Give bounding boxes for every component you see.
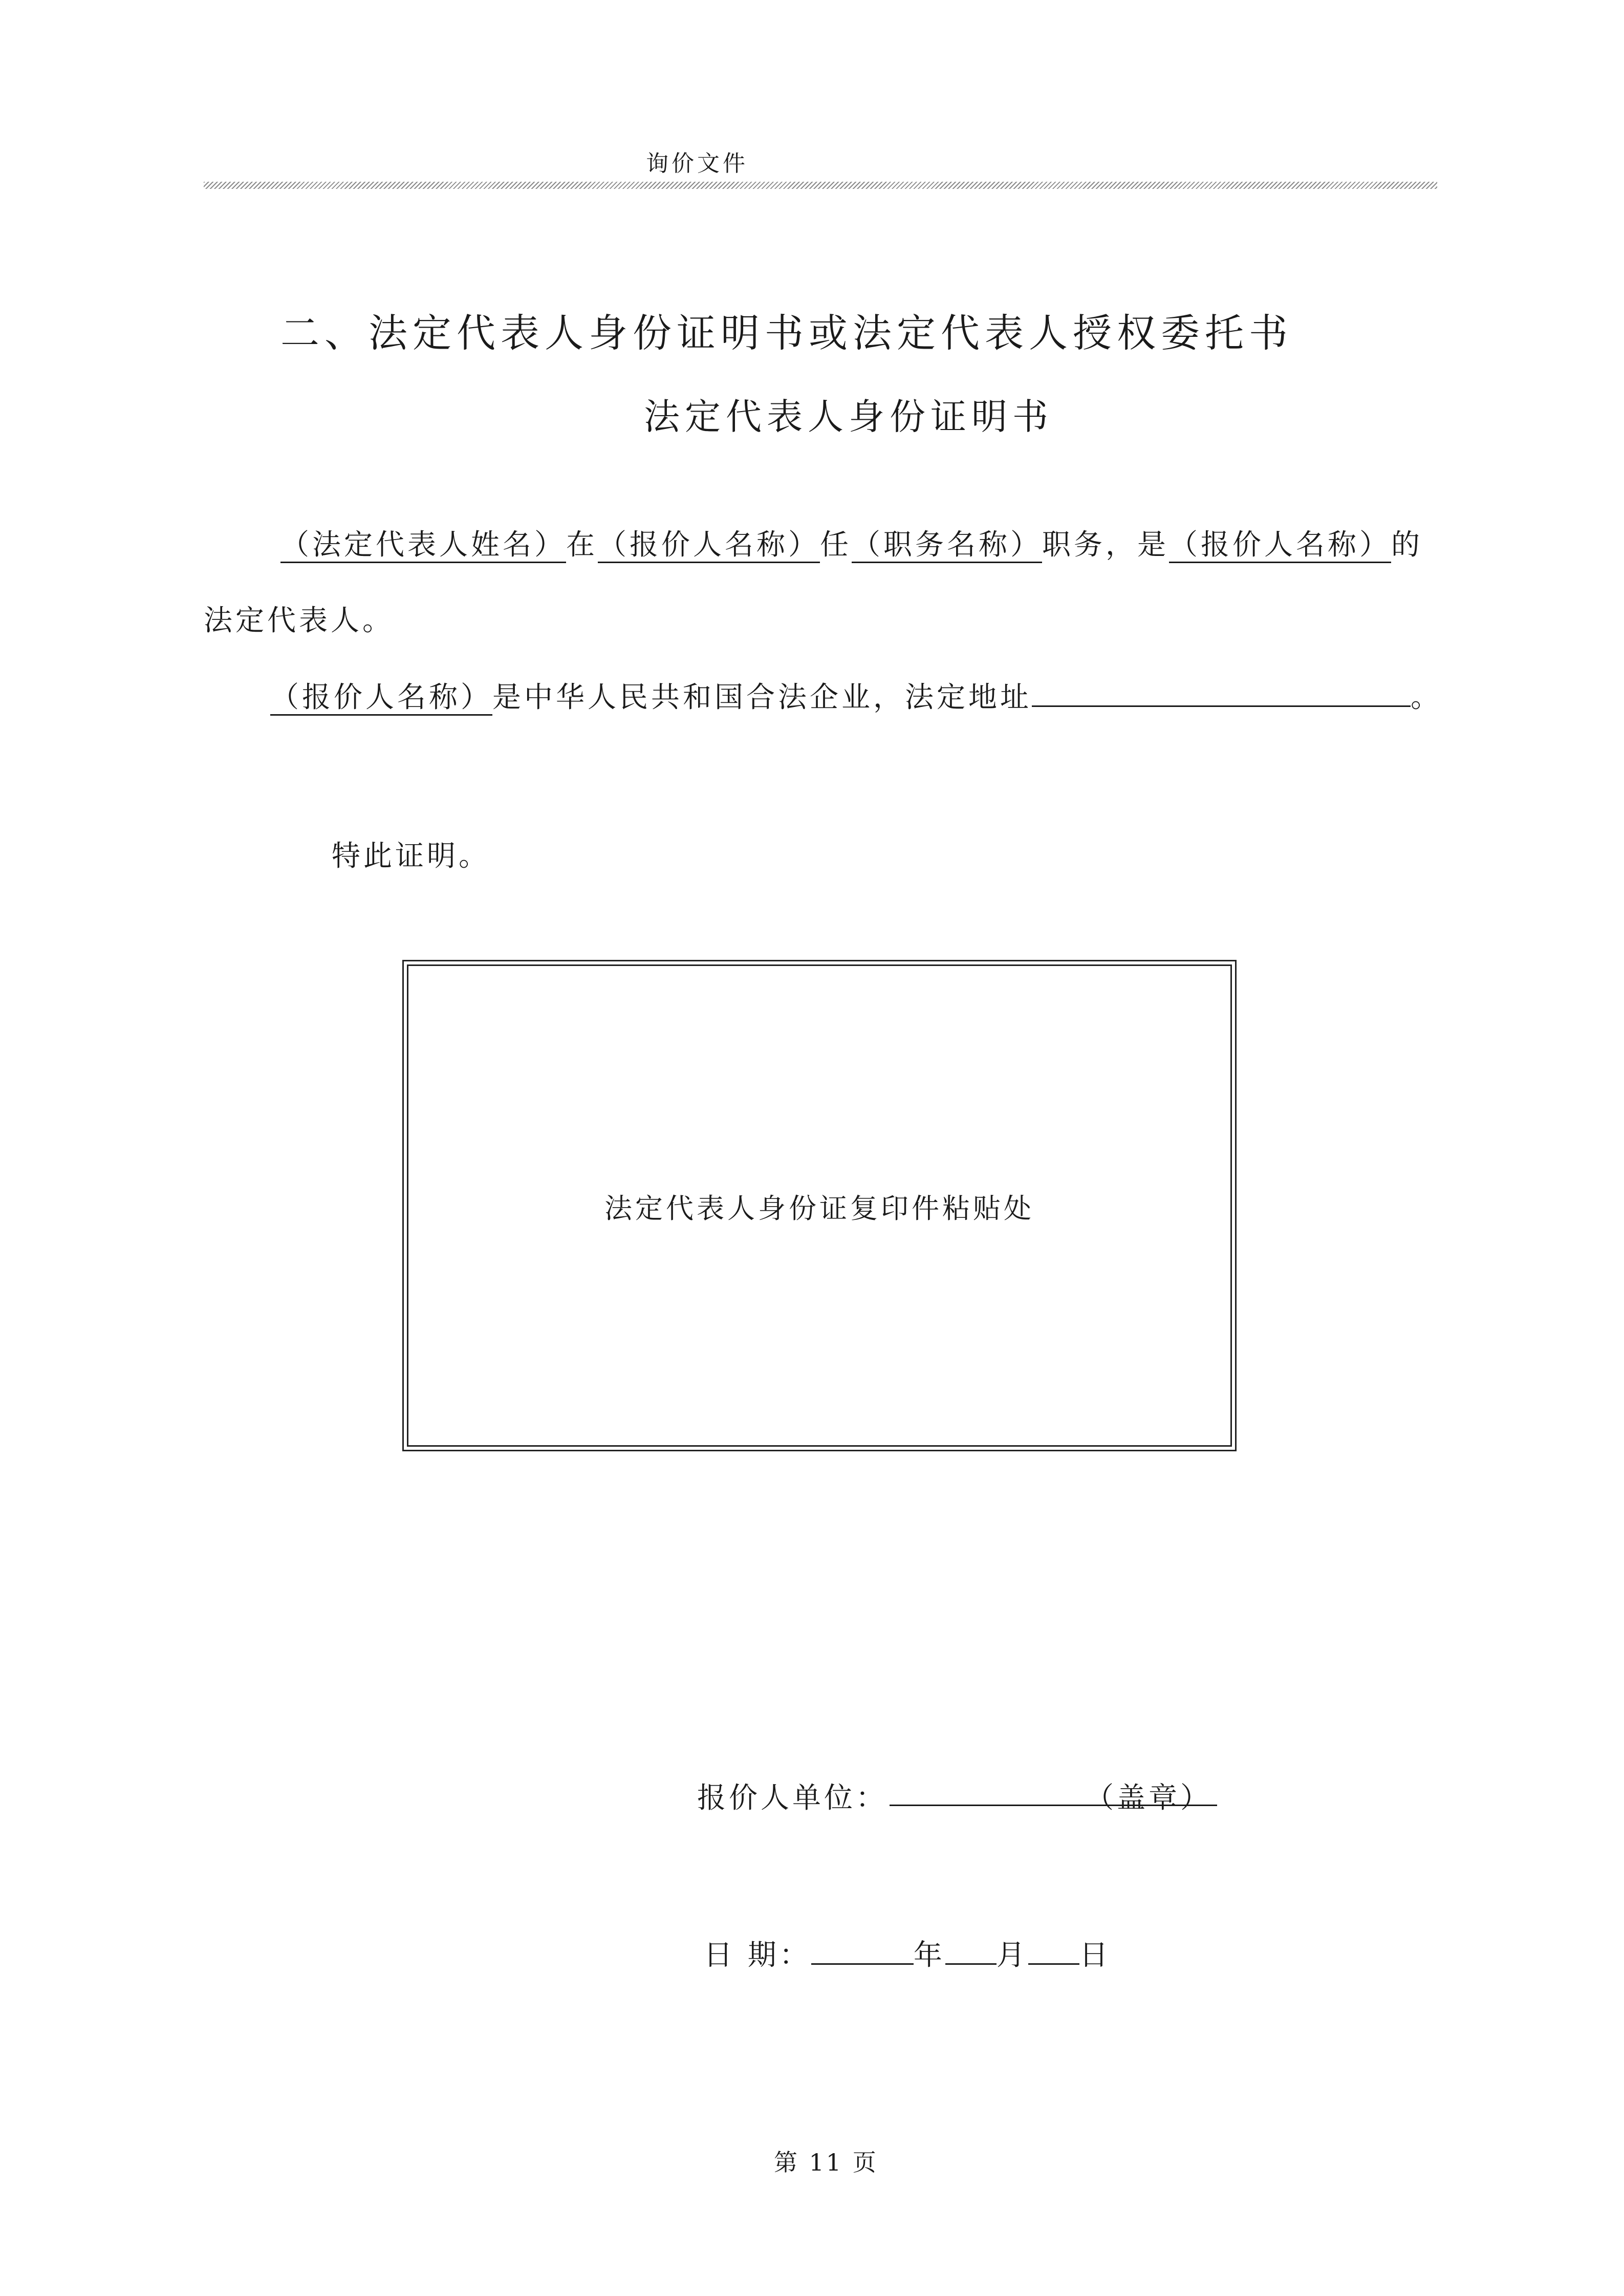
bidder-name-placeholder: （报价人名称）	[270, 681, 492, 714]
month-label: 月	[996, 1939, 1028, 1972]
document-title: 法定代表人身份证明书	[644, 396, 1053, 438]
id-copy-paste-box	[402, 960, 1237, 1451]
year-blank	[811, 1937, 914, 1965]
position-placeholder: （职务名称）	[852, 528, 1042, 562]
text-serve: 任	[820, 528, 852, 562]
text-duty: 职务，是	[1042, 528, 1169, 562]
text-of: 的	[1391, 528, 1423, 562]
address-blank	[1032, 679, 1411, 707]
header-title: 询价文件	[646, 151, 748, 177]
paragraph-line-1	[280, 522, 1423, 563]
id-copy-paste-label: 法定代表人身份证复印件粘贴处	[604, 1192, 1034, 1225]
seal-label: （盖章）	[1085, 1782, 1212, 1815]
section-title: 二、法定代表人身份证明书或法定代表人授权委托书	[280, 310, 1293, 356]
certify-text: 特此证明。	[332, 840, 490, 873]
page-number: 第 11 页	[774, 2149, 878, 2176]
address-text: 是中华人民共和国合法企业，法定地址	[492, 681, 1032, 714]
bidder-unit-label: 报价人单位：	[697, 1782, 887, 1815]
date-line	[704, 1933, 1111, 1973]
paragraph-address	[270, 675, 1442, 716]
day-blank	[1028, 1937, 1079, 1965]
paragraph-line-2: 法定代表人。	[204, 604, 394, 637]
rep-name-placeholder: （法定代表人姓名）	[280, 528, 566, 562]
day-label: 日	[1079, 1939, 1111, 1972]
bidder-name-placeholder: （报价人名称）	[1169, 528, 1391, 562]
bidder-name-placeholder: （报价人名称）	[598, 528, 820, 562]
date-label: 日 期：	[704, 1939, 811, 1972]
text-at: 在	[566, 528, 598, 562]
year-label: 年	[913, 1939, 945, 1972]
header-divider	[204, 182, 1437, 189]
month-blank	[945, 1937, 997, 1965]
period: 。	[1411, 681, 1442, 714]
